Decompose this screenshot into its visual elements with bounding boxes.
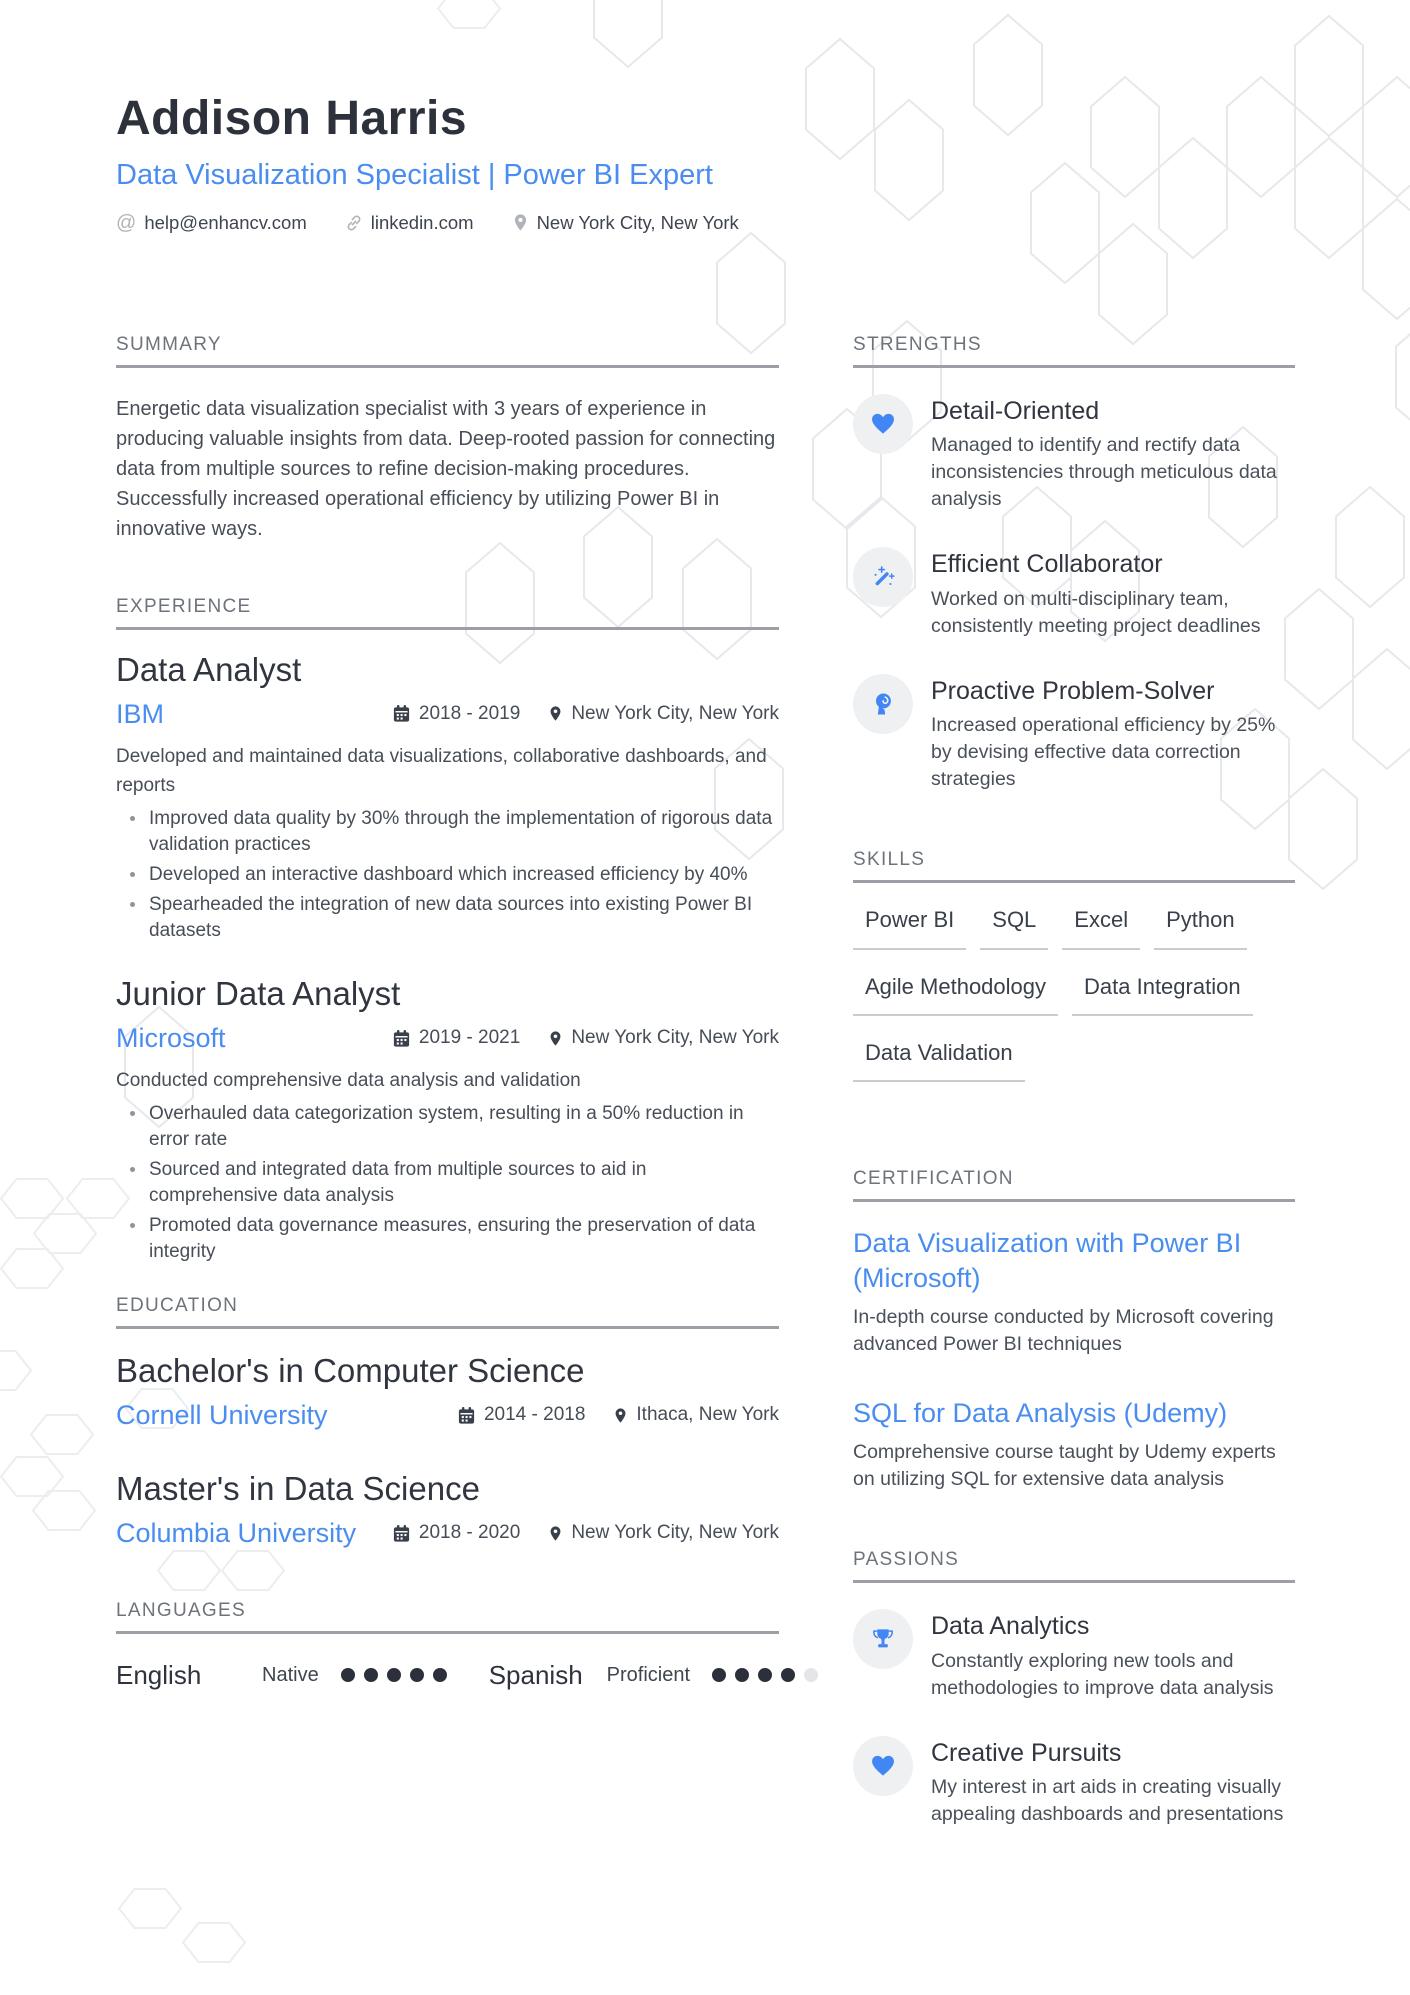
proficiency-dot: [758, 1668, 772, 1682]
education-location: [548, 1522, 779, 1544]
proficiency-dot: [364, 1668, 378, 1682]
language-name: Spanish: [488, 1659, 583, 1690]
job-summary: Developed and maintained data visualizations, collaborative dashboards, and reports: [116, 745, 767, 796]
passion-text: My interest in art aids in creating visually appealing dashboards and presentations: [931, 1776, 1284, 1826]
section-education: [116, 1295, 779, 1549]
job-summary: Conducted comprehensive data analysis and validation: [116, 1070, 581, 1092]
experience-section-label: EXPERIENCE: [116, 595, 252, 617]
job-dates: [392, 1027, 520, 1049]
calendar-icon: [392, 1524, 411, 1543]
education-dates: [457, 1404, 585, 1426]
contact-location-text: New York City, New York: [536, 211, 739, 233]
education-meta-row: [116, 1517, 779, 1549]
problem-solving-icon: [853, 674, 913, 734]
job-bullet: Overhauled data categorization system, resulting in a 50% reduction in error rate: [116, 1101, 779, 1153]
contact-linkedin-text: linkedin.com: [370, 211, 474, 233]
skills-list: [853, 907, 1295, 1106]
language-proficiency-dots: [712, 1668, 818, 1682]
education-entry: [116, 1351, 779, 1431]
certification-item: [853, 1226, 1295, 1358]
section-certification: [853, 1168, 1295, 1493]
strength-title: Proactive Problem-Solver: [931, 676, 1215, 705]
person-name: Addison Harris: [116, 92, 468, 145]
experience-entry: [116, 650, 779, 944]
strengths-section-label: STRENGTHS: [853, 333, 982, 355]
passion-body: [931, 1736, 1291, 1829]
passion-body: [931, 1609, 1291, 1702]
job-meta-right: [392, 1027, 779, 1049]
degree-title: Bachelor's in Computer Science: [116, 1352, 585, 1390]
skills-section-label: SKILLS: [853, 849, 926, 871]
job-bullet: Spearheaded the integration of new data sources into existing Power BI datasets: [116, 892, 779, 944]
education-section-label: EDUCATION: [116, 1295, 239, 1317]
left-column: [116, 334, 779, 1691]
section-rule: [116, 1631, 779, 1634]
proficiency-dot: [804, 1668, 818, 1682]
school-name: Columbia University: [116, 1518, 357, 1549]
section-rule: [853, 1199, 1295, 1202]
job-meta-row: [116, 1022, 779, 1054]
job-bullet: Developed an interactive dashboard which increased efficiency by 40%: [116, 862, 779, 888]
language-name: English: [116, 1659, 202, 1690]
calendar-icon: [392, 1029, 411, 1048]
education-location-text: Ithaca, New York: [636, 1404, 779, 1426]
skill-tag: Excel: [1062, 907, 1140, 949]
strength-text: Worked on multi-disciplinary team, consistently meeting project deadlines: [931, 587, 1261, 637]
passion-text: Constantly exploring new tools and methodologies to improve data analysis: [931, 1649, 1274, 1699]
school-name: Cornell University: [116, 1400, 328, 1430]
section-skills: [853, 849, 1295, 1106]
section-rule: [116, 627, 779, 630]
education-location-text: New York City, New York: [571, 1522, 779, 1544]
strength-title: Detail-Oriented: [931, 396, 1100, 425]
certification-title[interactable]: Data Visualization with Power BI (Microsoft): [853, 1228, 1242, 1294]
proficiency-dot: [712, 1668, 726, 1682]
section-rule: [853, 1580, 1295, 1583]
skill-tag: Agile Methodology: [853, 974, 1058, 1016]
job-title: Junior Data Analyst: [116, 974, 401, 1012]
education-meta-right: [457, 1404, 779, 1426]
section-strengths: [853, 334, 1295, 793]
strength-item: [853, 674, 1295, 794]
location-pin-icon: [548, 1524, 563, 1543]
job-dates: [392, 703, 520, 725]
certification-title[interactable]: SQL for Data Analysis (Udemy): [853, 1398, 1228, 1429]
passions-section-label: PASSIONS: [853, 1549, 960, 1571]
passion-title: Data Analytics: [931, 1612, 1090, 1641]
job-meta-row: [116, 698, 779, 730]
certification-text: Comprehensive course taught by Udemy experts on utilizing SQL for extensive data analysis: [853, 1441, 1276, 1491]
contact-linkedin[interactable]: [345, 212, 474, 234]
education-dates-text: 2018 - 2020: [418, 1522, 521, 1544]
education-dates: [392, 1522, 520, 1544]
job-dates-text: 2018 - 2019: [418, 702, 521, 724]
degree-title: Master's in Data Science: [116, 1470, 480, 1508]
education-location: [613, 1404, 779, 1426]
job-dates-text: 2019 - 2021: [418, 1027, 521, 1049]
languages-section-label: LANGUAGES: [116, 1599, 246, 1621]
skill-tag: Power BI: [853, 907, 966, 949]
location-pin-icon: [613, 1406, 628, 1425]
summary-section-label: SUMMARY: [116, 333, 222, 355]
job-location: [548, 703, 779, 725]
job-headline: Data Visualization Specialist | Power BI Expert: [116, 158, 713, 191]
skill-tag: SQL: [980, 907, 1048, 949]
location-pin-icon: [548, 1029, 563, 1048]
contact-row: [116, 212, 1296, 234]
proficiency-dot: [387, 1668, 401, 1682]
location-pin-icon: [512, 213, 529, 232]
certification-section-label: CERTIFICATION: [853, 1168, 1014, 1190]
languages-row: [116, 1660, 779, 1691]
job-meta-right: [392, 703, 779, 725]
strength-text: Managed to identify and rectify data inconsistencies through meticulous data analysis: [931, 434, 1277, 511]
proficiency-dot: [781, 1668, 795, 1682]
resume-header: [116, 92, 1296, 234]
job-bullets: [116, 1101, 779, 1265]
language-proficiency-dots: [341, 1668, 447, 1682]
skill-tag: Python: [1154, 907, 1247, 949]
proficiency-dot: [735, 1668, 749, 1682]
proficiency-dot: [341, 1668, 355, 1682]
language-item: [489, 1660, 818, 1691]
skill-tag: Data Integration: [1072, 974, 1253, 1016]
job-location-text: New York City, New York: [571, 1027, 779, 1049]
strength-title: Efficient Collaborator: [931, 550, 1163, 579]
certification-item: [853, 1396, 1295, 1493]
job-bullet: Sourced and integrated data from multiple sources to aid in comprehensive data analysis: [116, 1157, 779, 1209]
section-summary: [116, 334, 779, 544]
strength-item: [853, 394, 1295, 514]
contact-email[interactable]: [116, 212, 307, 234]
two-column-layout: [116, 334, 1296, 1828]
education-dates-text: 2014 - 2018: [483, 1404, 586, 1426]
section-rule: [116, 1326, 779, 1329]
passion-item: [853, 1609, 1295, 1702]
section-passions: [853, 1549, 1295, 1828]
company-name: Microsoft: [116, 1022, 226, 1053]
skill-tag: Data Validation: [853, 1040, 1025, 1082]
language-item: [116, 1660, 447, 1691]
strength-body: [931, 394, 1295, 514]
magic-wand-icon: [853, 547, 913, 607]
link-icon: [345, 214, 363, 232]
education-entry: [116, 1469, 779, 1549]
calendar-icon: [457, 1406, 476, 1425]
job-bullets: [116, 806, 779, 944]
heart-icon: [853, 1736, 913, 1796]
job-bullet: Improved data quality by 30% through the implementation of rigorous data validation practices: [116, 806, 779, 858]
strength-text: Increased operational efficiency by 25% by devising effective data correction strategies: [931, 714, 1276, 791]
summary-text: Energetic data visualization specialist with 3 years of experience in producing valuable insights from data. Deep-rooted passion for connecting data from multiple sources to refine decision-making procedures. Successfully increased operational efficiency by utilizing Power BI in innovative ways.: [116, 397, 776, 540]
contact-location: [512, 212, 739, 234]
company-name: IBM: [116, 698, 165, 729]
right-column: [853, 334, 1295, 1828]
strength-body: [931, 547, 1295, 640]
heart-icon: [853, 394, 913, 454]
language-level: Native: [262, 1663, 319, 1686]
job-title: Data Analyst: [116, 650, 302, 688]
job-location: [548, 1027, 779, 1049]
strength-body: [931, 674, 1295, 794]
section-rule: [853, 880, 1295, 883]
proficiency-dot: [433, 1668, 447, 1682]
section-rule: [116, 365, 779, 368]
job-location-text: New York City, New York: [571, 702, 779, 724]
section-rule: [853, 365, 1295, 368]
education-meta-right: [392, 1522, 779, 1544]
section-languages: [116, 1600, 779, 1691]
trophy-icon: [853, 1609, 913, 1669]
location-pin-icon: [548, 704, 563, 723]
contact-email-text: help@enhancv.com: [144, 211, 307, 233]
job-bullet: Promoted data governance measures, ensuring the preservation of data integrity: [116, 1213, 779, 1265]
strength-item: [853, 547, 1295, 640]
experience-entry: [116, 974, 779, 1265]
language-level: Proficient: [606, 1663, 691, 1686]
education-meta-row: [116, 1399, 779, 1431]
passion-item: [853, 1736, 1295, 1829]
section-experience: [116, 596, 779, 1265]
certification-text: In-depth course conducted by Microsoft covering advanced Power BI techniques: [853, 1306, 1274, 1356]
proficiency-dot: [410, 1668, 424, 1682]
email-at-icon: @: [116, 211, 137, 234]
passion-title: Creative Pursuits: [931, 1738, 1122, 1767]
calendar-icon: [392, 704, 411, 723]
